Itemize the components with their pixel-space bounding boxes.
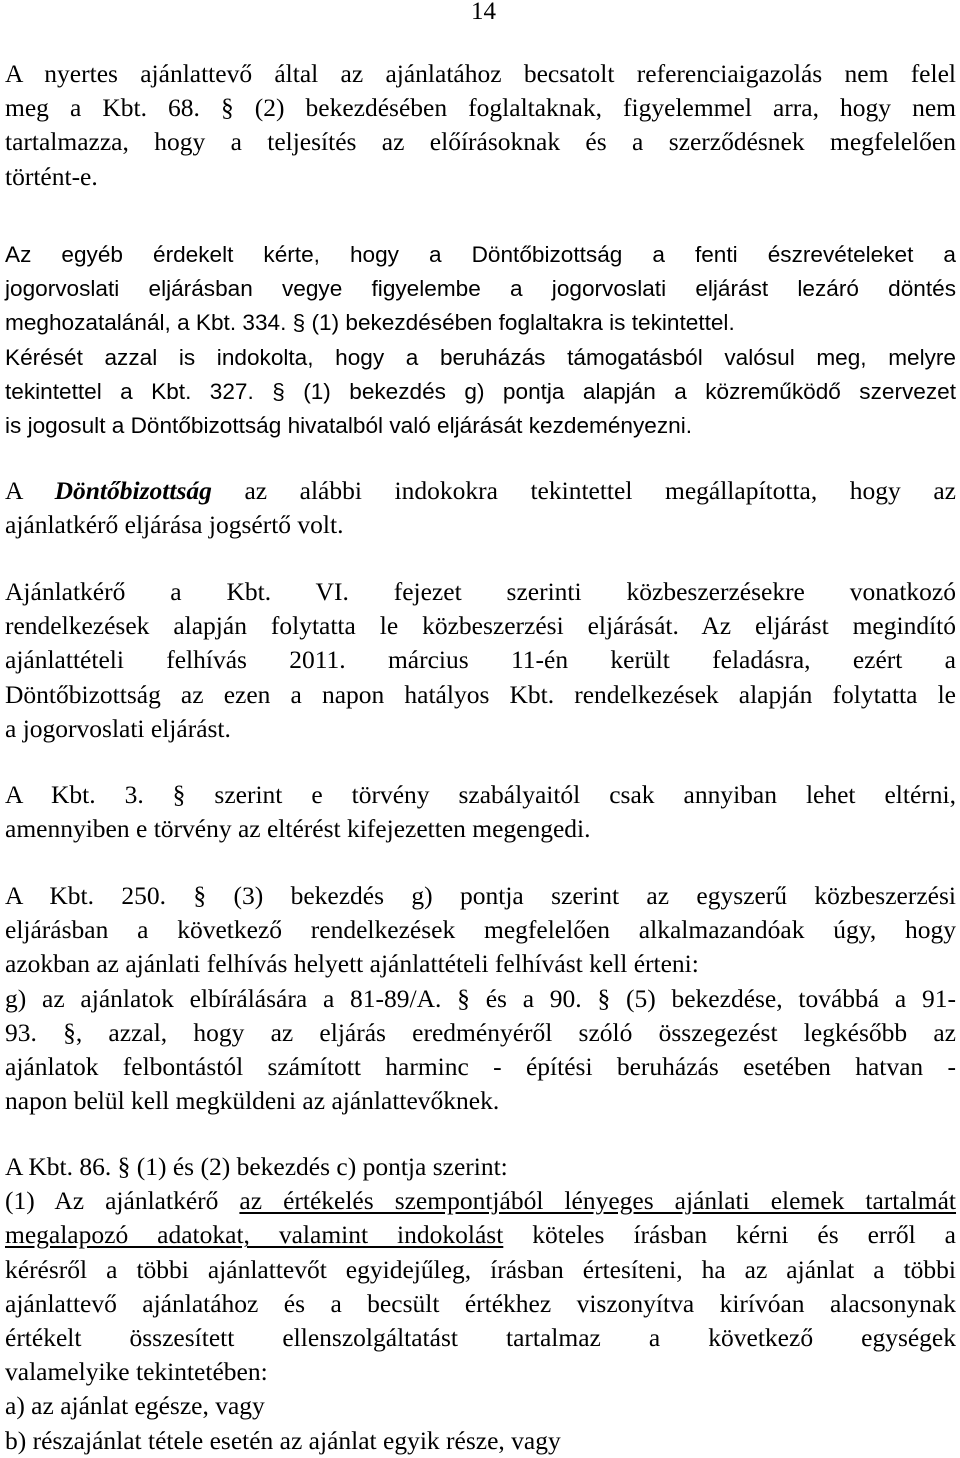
text-line: a) az ajánlat egésze, vagy	[5, 1391, 265, 1421]
text-line: Döntőbizottság az ezen a napon hatályos Kbt. rendelkezések alapján folytatta le	[5, 679, 956, 709]
text-line: Kérését azzal is indokolta, hogy a beruházás támogatásból valósul meg, melyre	[5, 344, 956, 370]
text-line: A Kbt. 86. § (1) és (2) bekezdés c) pontja szerint:	[5, 1152, 508, 1181]
text-segment: (1) Az ajánlatkérő	[5, 1186, 240, 1216]
text-line: valamelyike tekintetében:	[5, 1357, 268, 1387]
text-line: ajánlatkérő eljárása jogsértő volt.	[5, 510, 344, 540]
paragraph-interested-party-request	[5, 238, 956, 443]
text-line: meg a Kbt. 68. § (2) bekezdésében foglaltaknak, figyelemmel arra, hogy nem	[5, 93, 956, 123]
paragraph-kbt-86	[5, 1150, 956, 1458]
text-line: meghozatalánál, a Kbt. 334. § (1) bekezdésében foglaltakra is tekintettel.	[5, 310, 735, 336]
text-segment: köteles írásban kérni és erről a	[503, 1220, 956, 1250]
text-line: jogorvoslati eljárásban vegye figyelembe a jogorvoslati eljárást lezáró döntés	[5, 276, 956, 302]
text-line: napon belül kell megküldeni az ajánlattevőknek.	[5, 1086, 500, 1116]
page-number: 14	[471, 0, 496, 25]
text-line: Az egyéb érdekelt kérte, hogy a Döntőbizottság a fenti észrevételeket a	[5, 242, 956, 267]
text-line: b) részajánlat tétele esetén az ajánlat egyik része, vagy	[5, 1425, 561, 1455]
text-line: g) az ajánlatok elbírálására a 81-89/A. § és a 90. § (5) bekezdése, továbbá a 91-	[5, 983, 956, 1013]
paragraph-applicable-law	[5, 575, 956, 746]
text-line: 93. §, azzal, hogy az eljárás eredményéről szóló összegezést legkésőbb az	[5, 1017, 956, 1047]
text-segment: az alábbi indokokra tekintettel megállapította, hogy az	[211, 476, 956, 505]
text-line: ajánlattételi felhívás 2011. március 11-én került feladásra, ezért a	[5, 645, 956, 675]
text-line: A nyertes ajánlattevő által az ajánlatához becsatolt referenciaigazolás nem felel	[5, 59, 956, 88]
text-line: A Kbt. 3. § szerint e törvény szabályaitól csak annyiban lehet eltérni,	[5, 780, 956, 809]
paragraph-kbt-250	[5, 879, 956, 1118]
underlined-text: megalapozó adatokat, valamint indokolást	[5, 1220, 504, 1250]
text-line: rendelkezések alapján folytatta le közbeszerzési eljárását. Az eljárást megindító	[5, 611, 956, 641]
text-segment: A	[5, 476, 55, 505]
text-line: ajánlatok felbontástól számított harminc - építési beruházás esetében hatvan -	[5, 1052, 956, 1082]
text-line	[5, 474, 956, 508]
text-line: a jogorvoslati eljárást.	[5, 713, 231, 743]
text-line: kérésről a többi ajánlattevőt egyidejűleg, írásban értesíteni, ha az ajánlat a többi	[5, 1254, 956, 1284]
text-line: amennyiben e törvény az eltérést kifejezetten megengedi.	[5, 814, 591, 844]
text-line: azokban az ajánlati felhívás helyett ajánlattételi felhívást kell érteni:	[5, 949, 699, 979]
text-line: eljárásban a következő rendelkezések megfelelően alkalmazandóak úgy, hogy	[5, 915, 956, 945]
paragraph-reference-objection	[5, 57, 956, 194]
text-line: tekintettel a Kbt. 327. § (1) bekezdés g) pontja alapján a közreműködő szervezet	[5, 378, 956, 404]
paragraph-board-finding	[5, 474, 956, 542]
paragraph-kbt-3	[5, 778, 956, 846]
text-line: tartalmazza, hogy a teljesítés az előírásoknak és a szerződésnek megfelelően	[5, 127, 956, 157]
emphasized-term: Döntőbizottság	[54, 476, 212, 505]
text-line: is jogosult a Döntőbizottság hivatalból való eljárását kezdeményezni.	[5, 413, 692, 439]
text-line: Ajánlatkérő a Kbt. VI. fejezet szerinti közbeszerzésekre vonatkozó	[5, 577, 956, 606]
text-line	[5, 1184, 956, 1218]
text-line	[5, 1218, 956, 1252]
text-line: történt-e.	[5, 161, 98, 191]
text-line: A Kbt. 250. § (3) bekezdés g) pontja szerint az egyszerű közbeszerzési	[5, 881, 956, 910]
underlined-text: az értékelés szempontjából lényeges ajánlati elemek tartalmát	[239, 1186, 957, 1216]
text-line: ajánlattevő ajánlatához és a becsült értékhez viszonyítva kirívóan alacsonynak	[5, 1288, 956, 1318]
text-line: értékelt összesített ellenszolgáltatást tartalmaz a következő egységek	[5, 1323, 956, 1353]
